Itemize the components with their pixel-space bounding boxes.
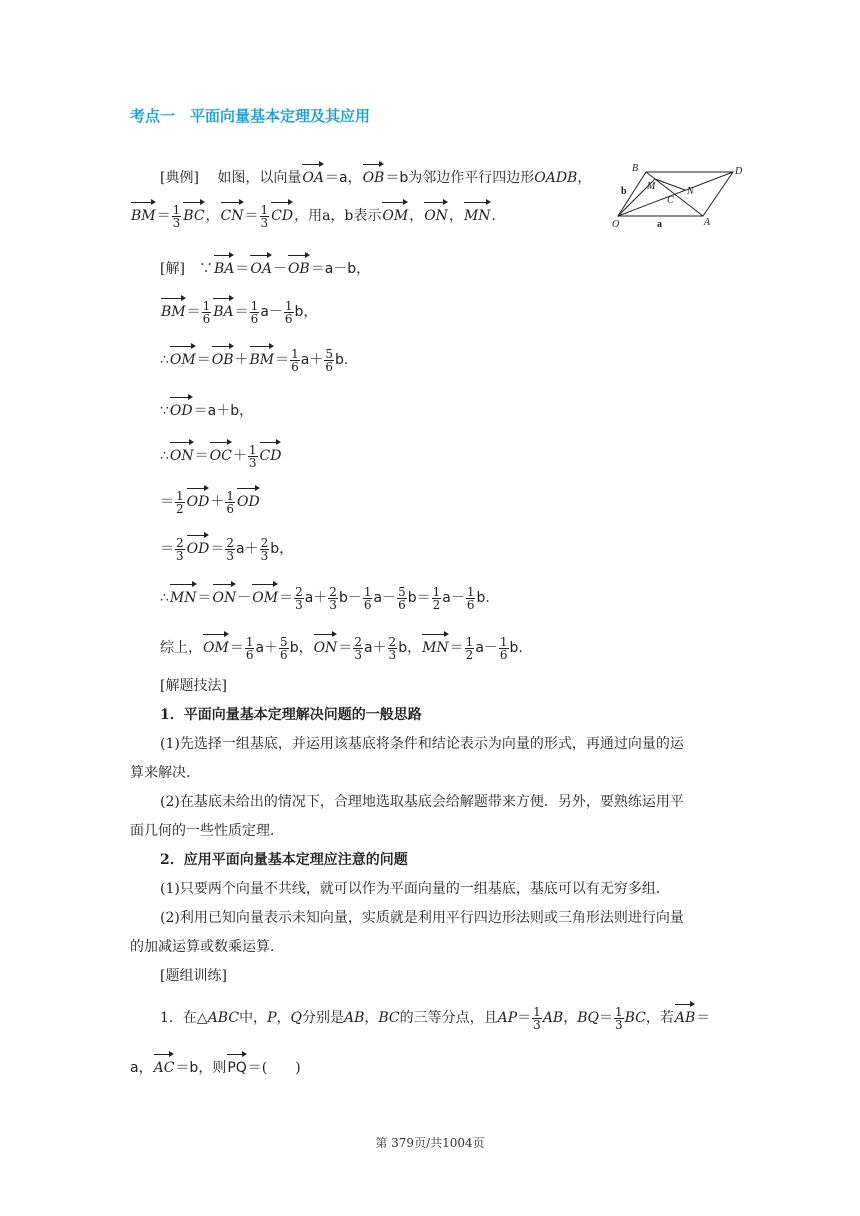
solution-line-7: ＝ $\frac{2}{3}$ OD＝ $\frac{2}{3}$ a＋ $\frac{2}{3}$ b，	[160, 533, 293, 562]
solution-line-2: BM＝ $\frac{1}{6}$ BA＝ $\frac{1}{6}$ a－ $\frac{1}{6}$ b，	[160, 296, 317, 325]
diagonal-ba	[646, 172, 703, 216]
technique-p1a: (1)先选择一组基底，并运用该基底将条件和结论表示为向量的形式，再通过向量的运	[160, 736, 684, 752]
label-vec-b: b	[621, 186, 627, 197]
solution-line-5: ∴ON＝OC＋ $\frac{1}{3}$ CD	[160, 440, 282, 469]
example-label: [典例]	[160, 170, 199, 186]
technique-p4a: (2)利用已知向量表示未知向量，实质就是利用平行四边形法则或三角形法则进行向量	[160, 910, 684, 926]
label-c: C	[667, 195, 674, 206]
label-o: O	[612, 219, 620, 230]
technique-heading-1: 1．平面向量基本定理解决问题的一般思路	[160, 707, 422, 723]
shape-name: OADB	[534, 170, 578, 186]
technique-heading-2: 2．应用平面向量基本定理应注意的问题	[160, 852, 408, 868]
technique-p2a: (2)在基底未给出的情况下，合理地选取基底会给解题带来方便．另外，要熟练运用平	[160, 794, 684, 810]
solution-line-3: ∴OM＝OB＋BM＝ $\frac{1}{6}$ a＋ $\frac{5}{6}$ b.	[160, 344, 348, 373]
diagonal-od	[618, 172, 733, 216]
question-1-line-1: 1．在△ABC中，P，Q分别是AB，BC的三等分点，且AP＝ $\frac{1}{3}$ AB，BQ＝ $\frac{1}{3}$ BC，若AB＝	[160, 1002, 710, 1031]
parallelogram-figure	[608, 160, 748, 230]
example-line-1: [典例] 如图，以向量OA＝a，OB＝b为邻边作平行四边形OADB，	[160, 162, 591, 188]
techniques-label: [解题技法]	[160, 678, 227, 694]
label-m: M	[647, 181, 656, 192]
technique-p4b: 的加减运算或数乘运算．	[130, 939, 284, 955]
question-1-line-2: a，AC＝b，则PQ＝( )	[130, 1052, 301, 1078]
technique-p1b: 算来解决．	[130, 765, 200, 781]
training-label: [题组训练]	[160, 968, 227, 984]
segment-mn	[655, 179, 685, 190]
vector-ob: OB	[363, 162, 385, 188]
solution-line-4: ∵OD＝a＋b，	[160, 395, 253, 421]
solution-line-8: ∴MN＝ON－OM＝ $\frac{2}{3}$ a＋ $\frac{2}{3}$ b－ $\frac{1}{6}$ a－ $\frac{5}{6}$ b＝ $\frac{1}{2}$ a－ $\frac{1}{6}$ b.	[160, 582, 490, 611]
solution-line-6: ＝ $\frac{1}{2}$ OD＋ $\frac{1}{6}$ OD	[160, 486, 261, 515]
vector-oa: OA	[302, 162, 324, 188]
solution-label: [解]	[160, 261, 185, 277]
section-title: 考点一 平面向量基本定理及其应用	[130, 107, 371, 125]
example-text: 如图，以向量	[217, 170, 302, 186]
example-line-2: BM＝ $\frac{1}{3}$ BC，CN＝ $\frac{1}{3}$ CD，用a，b表示OM，ON，MN.	[130, 200, 496, 229]
technique-p2b: 面几何的一些性质定理．	[130, 823, 284, 839]
label-n: N	[687, 186, 694, 197]
label-b: B	[632, 163, 639, 174]
page-footer: 第 379页/共1004页	[375, 1136, 485, 1150]
label-vec-a: a	[657, 219, 662, 230]
solution-line-1: [解] ∵BA＝OA－OB＝a－b，	[160, 253, 370, 279]
technique-p3: (1)只要两个向量不共线，就可以作为平面向量的一组基底，基底可以有无穷多组．	[160, 881, 670, 897]
label-a: A	[704, 217, 711, 228]
label-d: D	[735, 166, 743, 177]
summary-line: 综上，OM＝ $\frac{1}{6}$ a＋ $\frac{5}{6}$ b，ON＝ $\frac{2}{3}$ a＋ $\frac{2}{3}$ b，MN＝ $\frac{1}{2}$ a－ $\frac{1}{6}$ b.	[160, 632, 523, 661]
